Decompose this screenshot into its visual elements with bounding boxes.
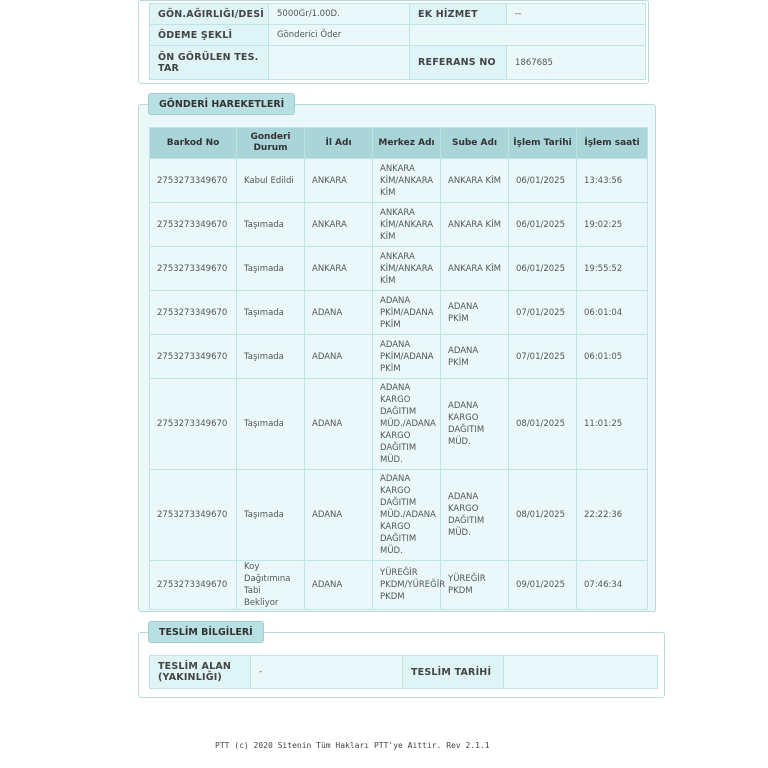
date-cell: 06/01/2025: [509, 203, 577, 247]
column-header: İşlem Tarihi: [509, 128, 577, 159]
status-cell: Taşımada: [237, 470, 305, 561]
center-cell: ANKARA KİM/ANKARA KİM: [373, 203, 441, 247]
table-row: [150, 159, 648, 203]
table-row: [150, 335, 648, 379]
delivery-info-table: [149, 655, 658, 689]
expected-delivery-label: ÖN GÖRÜLEN TES. TAR: [150, 46, 269, 80]
status-cell: Taşımada: [237, 291, 305, 335]
date-cell: 08/01/2025: [509, 379, 577, 470]
city-cell: ANKARA: [305, 203, 373, 247]
table-row: [150, 379, 648, 470]
center-cell: ADANA KARGO DAĞITIM MÜD./ADANA KARGO DAĞITIM MÜD.: [373, 379, 441, 470]
branch-cell: YÜREĞİR PKDM: [441, 561, 509, 610]
column-header: Barkod No: [150, 128, 237, 159]
footer-copyright: PTT (c) 2020 Sitenin Tüm Hakları PTT'ye Aittir. Rev 2.1.1: [215, 741, 490, 750]
time-cell: 11:01:25: [577, 379, 648, 470]
date-cell: 06/01/2025: [509, 247, 577, 291]
shipment-info-card: [138, 0, 649, 84]
time-cell: 19:55:52: [577, 247, 648, 291]
date-cell: 07/01/2025: [509, 335, 577, 379]
delivery-section-title: TESLİM BİLGİLERİ: [148, 621, 264, 643]
receiver-label: TESLİM ALAN (YAKINLIĞI): [150, 656, 251, 689]
center-cell: ADANA PKİM/ADANA PKİM: [373, 335, 441, 379]
city-cell: ANKARA: [305, 247, 373, 291]
city-cell: ADANA: [305, 561, 373, 610]
column-header: İl Adı: [305, 128, 373, 159]
movements-section-title: GÖNDERİ HAREKETLERİ: [148, 93, 295, 115]
date-cell: 09/01/2025: [509, 561, 577, 610]
city-cell: ANKARA: [305, 159, 373, 203]
center-cell: ANKARA KİM/ANKARA KİM: [373, 159, 441, 203]
table-row: [150, 291, 648, 335]
date-cell: 06/01/2025: [509, 159, 577, 203]
center-cell: ANKARA KİM/ANKARA KİM: [373, 247, 441, 291]
center-cell: ADANA KARGO DAĞITIM MÜD./ADANA KARGO DAĞITIM MÜD.: [373, 470, 441, 561]
time-cell: 22:22:36: [577, 470, 648, 561]
branch-cell: ANKARA KİM: [441, 247, 509, 291]
city-cell: ADANA: [305, 379, 373, 470]
delivery-date-value: [504, 656, 658, 689]
barcode-cell: 2753273349670: [150, 159, 237, 203]
branch-cell: ADANA KARGO DAĞITIM MÜD.: [441, 379, 509, 470]
branch-cell: ADANA KARGO DAĞITIM MÜD.: [441, 470, 509, 561]
column-header: Sube Adı: [441, 128, 509, 159]
city-cell: ADANA: [305, 291, 373, 335]
reference-label: REFERANS NO: [410, 46, 507, 80]
shipment-info-table: [149, 3, 646, 80]
time-cell: 19:02:25: [577, 203, 648, 247]
barcode-cell: 2753273349670: [150, 247, 237, 291]
branch-cell: ADANA PKİM: [441, 335, 509, 379]
time-cell: 07:46:34: [577, 561, 648, 610]
time-cell: 13:43:56: [577, 159, 648, 203]
extra-service-label: EK HİZMET: [410, 4, 507, 25]
status-cell: Taşımada: [237, 203, 305, 247]
barcode-cell: 2753273349670: [150, 203, 237, 247]
branch-cell: ANKARA KİM: [441, 159, 509, 203]
time-cell: 06:01:05: [577, 335, 648, 379]
weight-value: 5000Gr/1.00D.: [269, 4, 410, 25]
city-cell: ADANA: [305, 335, 373, 379]
payment-value: Gönderici Öder: [269, 25, 410, 46]
payment-label: ÖDEME ŞEKLİ: [150, 25, 269, 46]
delivery-date-label: TESLİM TARİHİ: [403, 656, 504, 689]
column-header: İşlem saati: [577, 128, 648, 159]
time-cell: 06:01:04: [577, 291, 648, 335]
reference-value: 1867685: [507, 46, 646, 80]
column-header: Merkez Adı: [373, 128, 441, 159]
barcode-cell: 2753273349670: [150, 335, 237, 379]
status-cell: Taşımada: [237, 379, 305, 470]
shipment-movements-card: [138, 104, 656, 612]
barcode-cell: 2753273349670: [150, 291, 237, 335]
barcode-cell: 2753273349670: [150, 379, 237, 470]
branch-cell: ADANA PKİM: [441, 291, 509, 335]
center-cell: ADANA PKİM/ADANA PKİM: [373, 291, 441, 335]
barcode-cell: 2753273349670: [150, 470, 237, 561]
city-cell: ADANA: [305, 470, 373, 561]
barcode-cell: 2753273349670: [150, 561, 237, 610]
expected-delivery-value: [269, 46, 410, 80]
status-cell: Taşımada: [237, 247, 305, 291]
date-cell: 08/01/2025: [509, 470, 577, 561]
extra-service-value: --: [507, 4, 646, 25]
table-row: [150, 561, 648, 610]
movements-header-row: [150, 128, 648, 159]
table-row: [150, 247, 648, 291]
movements-table: [149, 127, 648, 610]
empty-cell: [410, 25, 646, 46]
weight-label: GÖN.AĞIRLIĞI/DESİ: [150, 4, 269, 25]
status-cell: Taşımada: [237, 335, 305, 379]
date-cell: 07/01/2025: [509, 291, 577, 335]
table-row: [150, 470, 648, 561]
column-header: Gonderi Durum: [237, 128, 305, 159]
table-row: [150, 203, 648, 247]
receiver-value: -: [251, 656, 403, 689]
status-cell: Kabul Edildi: [237, 159, 305, 203]
center-cell: YÜREĞİR PKDM/YÜREĞİR PKDM: [373, 561, 441, 610]
branch-cell: ANKARA KİM: [441, 203, 509, 247]
status-cell: Koy Dağıtımına Tabi Bekliyor: [237, 561, 305, 610]
